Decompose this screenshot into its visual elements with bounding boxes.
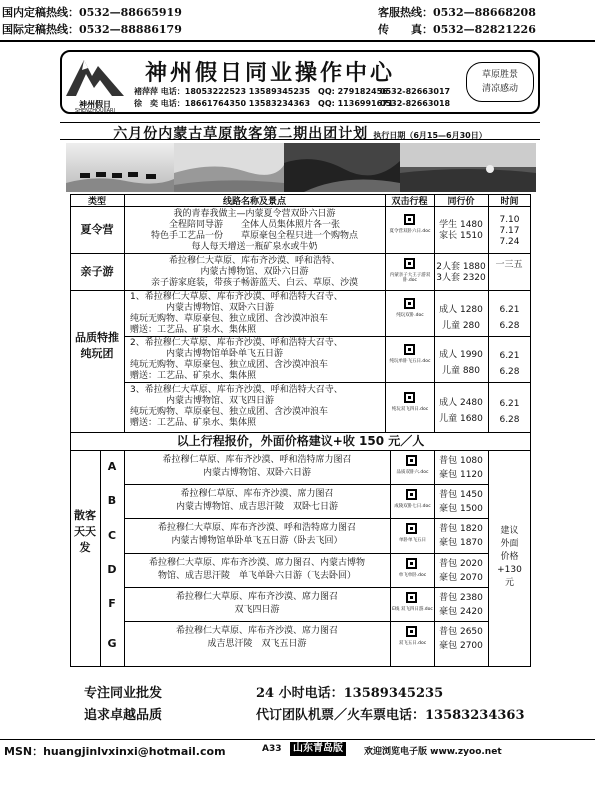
suggest-line: 建议: [500, 526, 519, 536]
fax-line: 传 真：0532—82821226: [378, 23, 536, 36]
route-line: 我的青春我做主—内蒙夏令营双卧六日游: [173, 209, 336, 219]
route-family-tour: [124, 256, 385, 289]
route-line: 物馆、成吉思汗陵 单飞单卧六日游（飞去卧回）: [157, 571, 356, 581]
price-line: 成人 1280: [439, 305, 483, 315]
date-line: 6.28: [499, 321, 520, 331]
price-line: 儿童 280: [441, 321, 481, 331]
hotline-row-2: [2, 21, 592, 36]
price-daily-departure: [434, 557, 488, 585]
itinerary-doc-link[interactable]: 夏令营双卧六日.doc: [389, 229, 431, 234]
contact-list: [134, 86, 393, 110]
brand-name: 神州假日同业操作中心: [145, 61, 396, 86]
route-code: B: [107, 494, 117, 507]
route-line: 纯玩无购物、草原豪包、独立成团、含沙漠冲浪车: [130, 407, 329, 417]
price-line: 成人 2480: [439, 398, 483, 408]
route-code: F: [108, 597, 116, 610]
route-daily-departure: [124, 454, 390, 480]
price-daily-departure: [434, 591, 488, 619]
dates-premium-2: [488, 348, 531, 380]
itinerary-doc-link[interactable]: 纯玩单卧飞五日.doc: [389, 359, 431, 364]
route-premium-3: [130, 385, 385, 429]
route-line: 赠送：工艺品、矿泉水、集体照: [130, 418, 257, 428]
word-doc-icon[interactable]: [406, 455, 417, 466]
page-number: A33: [262, 744, 282, 754]
header-time: 时间: [500, 197, 519, 207]
route-line: 内蒙古博物馆、双卧六日游: [202, 468, 311, 478]
price-daily-departure: [434, 625, 488, 653]
msn-contact[interactable]: MSN：huangjinlvxinxi@hotmail.com: [4, 745, 226, 758]
price-line: 豪包 1500: [439, 504, 483, 514]
route-daily-departure: [124, 522, 390, 548]
route-line: 希拉穆仁大草原、库布齐沙漠、呼和浩特、: [168, 256, 340, 266]
price-family-tour: [434, 262, 488, 284]
grid-line: [390, 450, 391, 667]
word-doc-icon[interactable]: [404, 344, 415, 355]
motto-line-2: 清凉感动: [481, 84, 518, 94]
itinerary-doc-link[interactable]: 单卧单飞五日: [399, 538, 426, 543]
route-daily-departure: [124, 591, 390, 617]
mountain-logo-icon: [62, 52, 128, 100]
word-doc-icon[interactable]: [404, 214, 415, 225]
logo-subtext: SHENZHOUJIARI: [75, 108, 115, 114]
route-line: 希拉穆仁草原、库布齐沙漠、席力图召: [180, 489, 334, 499]
route-line: 赠送：工艺品、矿泉水、集体照: [130, 325, 257, 335]
price-note: 以上行程报价，外面价格建议+收 150 元／人: [176, 434, 425, 448]
contact-1: 褚萍萍 电话：18053222523 13589345235 QQ: 279182456: [134, 87, 388, 96]
itinerary-doc-link[interactable]: E线 双飞四日游.doc: [392, 607, 433, 612]
plan-title: [60, 122, 540, 140]
route-line: 纯玩无购物、草原豪包、独立成团、含沙漠冲浪车: [130, 360, 329, 370]
date-line: 7.24: [499, 237, 520, 247]
route-line: 双飞四日游: [234, 605, 280, 615]
date-line: 7.17: [499, 226, 520, 236]
service-hotline: 客服热线：0532—88668208: [378, 6, 536, 19]
route-code: C: [107, 528, 117, 542]
price-line: 普包 2020: [439, 559, 483, 569]
route-line: 亲子游家庭装，带孩子畅游蓝天、白云、草原、沙漠: [150, 278, 358, 288]
date-line: 7.10: [499, 215, 520, 225]
route-line: 内蒙古博物馆、双卧六日游: [166, 303, 275, 313]
route-summer-camp: [124, 209, 385, 253]
grid-line: [70, 450, 531, 451]
hotline-row-1: [2, 4, 592, 19]
word-doc-icon[interactable]: [404, 298, 415, 309]
header-price: 同行价: [447, 197, 475, 207]
plan-title-date: 执行日期（6月15—6月30日）: [373, 131, 487, 140]
price-line: 2人套 1880: [436, 262, 486, 272]
top-divider: [0, 40, 595, 42]
date-line: 6.21: [499, 305, 520, 315]
itinerary-doc-link[interactable]: 纯玩双飞四日.doc: [391, 407, 429, 412]
route-line: 内蒙古博物馆、双卧六日游: [200, 267, 309, 277]
motto-line-1: 草原胜景: [481, 70, 518, 80]
price-line: 豪包 2700: [439, 641, 483, 651]
price-daily-departure: [434, 522, 488, 550]
route-line: 全程陪同导游 全体人员集体照片各一张: [168, 220, 340, 230]
dates-family-tour: 一三五: [495, 260, 523, 270]
dates-summer-camp: [488, 215, 531, 248]
price-line: 豪包 1120: [439, 470, 483, 480]
price-line: 普包 2380: [439, 593, 483, 603]
header-route: 线路名称及景点: [222, 197, 286, 207]
route-premium-1: [130, 292, 385, 336]
dates-premium-1: [488, 302, 531, 334]
itinerary-doc-link[interactable]: 内蒙亲子大王子游双卧.doc: [389, 273, 431, 283]
footer-slogan-2: 追求卓越品质: [84, 708, 163, 723]
bottom-bar: [4, 742, 594, 760]
landline-2: 0532-82663018: [380, 99, 451, 108]
type-summer-camp: 夏令营: [80, 223, 114, 236]
price-line: 豪包 2420: [439, 607, 483, 617]
price-line: 学生 1480: [439, 220, 483, 230]
suggest-line: 外面: [500, 539, 519, 549]
route-line: 成吉思汗陵 双飞五日游: [207, 639, 307, 649]
route-line: 内蒙古博物馆单卧单飞五日游: [166, 349, 284, 359]
contact-2: 徐 奕 电话：18661764350 13583234363 QQ: 1136991671: [134, 99, 394, 108]
route-line: 希拉穆仁大草原、库布齐沙漠、席力图召: [175, 592, 338, 602]
route-line: 内蒙古博物馆、双飞四日游: [166, 396, 275, 406]
logo-text: 神州假日: [79, 100, 111, 109]
price-line: 儿童 1680: [439, 414, 483, 424]
itinerary-doc-link[interactable]: 双飞五日.doc: [398, 641, 427, 646]
route-code: D: [107, 563, 117, 576]
website-link[interactable]: 欢迎浏览电子版 www.zyoo.net: [364, 747, 502, 757]
price-line: 成人 1990: [439, 350, 483, 360]
price-line: 家长 1510: [439, 231, 483, 241]
motto-stamp: [466, 62, 534, 102]
word-doc-icon[interactable]: [406, 523, 417, 534]
dark-dune-photo: [284, 143, 400, 192]
suggest-line: +130: [497, 565, 522, 575]
grassland-photo: [400, 143, 536, 192]
landline-list: [380, 86, 450, 110]
header-itinerary: 双击行程: [391, 197, 428, 207]
route-line: 希拉穆仁大草原、库布齐沙漠、席力图召: [175, 626, 338, 636]
date-line: 6.21: [499, 351, 520, 361]
footer-phone: 24 小时电话：13589345235: [256, 686, 444, 701]
itinerary-doc-link[interactable]: 成陵双卧七日.doc: [394, 504, 431, 509]
word-doc-icon[interactable]: [404, 392, 415, 403]
word-doc-icon[interactable]: [404, 258, 415, 269]
price-premium-3: [434, 395, 488, 427]
route-line: 纯玩无购物、草原豪包、独立成团、含沙漠冲浪车: [130, 314, 329, 324]
route-code: A: [107, 460, 117, 473]
word-doc-icon[interactable]: [406, 558, 417, 569]
price-premium-1: [434, 302, 488, 334]
price-premium-2: [434, 347, 488, 379]
route-line: 希拉穆仁大草原、库布齐沙漠、呼和浩特席力图召: [157, 523, 356, 533]
price-summer-camp: [434, 220, 488, 242]
route-line: 每人每天增送一瓶矿泉水或牛奶: [191, 242, 318, 252]
word-doc-icon[interactable]: [406, 489, 417, 500]
route-line: 希拉穆仁草原、库布齐沙漠、呼和浩特席力图召: [162, 455, 352, 465]
route-line: 内蒙古博物馆单卧单飞五日游（卧去飞回）: [171, 536, 343, 546]
type-daily-departure: 散客天天发: [74, 509, 96, 554]
landline-1: 0532-82663017: [380, 87, 451, 96]
header-type: 类型: [87, 197, 106, 207]
price-line: 普包 2650: [439, 627, 483, 637]
suggest-line: 元: [504, 578, 514, 588]
footer-ticket-phone: 代订团队机票／火车票电话：13583234363: [256, 708, 525, 723]
price-line: 儿童 880: [441, 366, 481, 376]
route-line: 赠送：工艺品、矿泉水、集体照: [130, 371, 257, 381]
route-line: 3、希拉穆仁大草原、库布齐沙漠、呼和浩特大召寺、: [130, 385, 343, 395]
grid-line: [100, 450, 101, 667]
route-daily-departure: [124, 557, 390, 583]
price-daily-departure: [434, 454, 488, 482]
date-line: 6.21: [499, 399, 520, 409]
route-line: 2、希拉穆仁大草原、库布齐沙漠、呼和浩特大召寺、: [130, 338, 343, 348]
route-daily-departure: [124, 625, 390, 651]
route-line: 内蒙古博物馆、成吉思汗陵 双卧七日游: [175, 502, 338, 512]
itinerary-doc-link[interactable]: 纯玩双卧.doc: [396, 313, 424, 318]
route-premium-2: [130, 338, 385, 382]
price-line: 普包 1820: [439, 524, 483, 534]
itinerary-doc-link[interactable]: 品质双卧六.doc: [396, 470, 429, 475]
hotlines: [2, 4, 592, 40]
footer: [60, 682, 540, 724]
price-line: 豪包 2070: [439, 573, 483, 583]
footer-slogan-1: 专注同业批发: [84, 686, 163, 701]
bottom-divider: [0, 739, 595, 740]
photo-strip: [66, 143, 536, 192]
type-premium-tour: 品质特推纯玩团: [75, 331, 119, 360]
price-line: 3人套 2320: [436, 273, 486, 283]
price-line: 普包 1080: [439, 456, 483, 466]
price-line: 普包 1450: [439, 490, 483, 500]
edition-badge: 山东青岛版: [290, 742, 346, 756]
domestic-hotline: 国内定稿热线：0532—88665919: [2, 6, 182, 19]
dates-premium-3: [488, 396, 531, 428]
route-daily-departure: [124, 488, 390, 514]
suggested-price-note: [488, 525, 531, 590]
date-line: 6.28: [499, 415, 520, 425]
itinerary-doc-link[interactable]: 单飞单卧.doc: [398, 573, 427, 578]
word-doc-icon[interactable]: [406, 592, 417, 603]
word-doc-icon[interactable]: [406, 626, 417, 637]
grid-line: [70, 290, 531, 291]
camel-desert-photo: [66, 143, 174, 192]
grid-line: [124, 336, 531, 337]
price-daily-departure: [434, 488, 488, 516]
route-line: 特色手工艺品一份 草原豪包全程只进一个购物点: [150, 231, 358, 241]
price-line: 豪包 1870: [439, 538, 483, 548]
route-line: 希拉穆仁大草原、库布齐沙漠、席力图召、内蒙古博物: [148, 558, 365, 568]
grid-line: [70, 253, 531, 254]
international-hotline: 国际定稿热线：0532—88886179: [2, 23, 182, 36]
sand-dunes-photo: [174, 143, 284, 192]
plan-title-main: 六月份内蒙古草原散客第二期出团计划: [113, 126, 369, 142]
date-line: 6.28: [499, 367, 520, 377]
type-family-tour: 亲子游: [80, 265, 114, 278]
suggest-line: 价格: [500, 552, 519, 562]
route-line: 1、希拉穆仁大草原、库布齐沙漠、呼和浩特大召寺、: [130, 292, 343, 302]
route-code: G: [107, 637, 117, 650]
grid-line: [124, 382, 531, 383]
